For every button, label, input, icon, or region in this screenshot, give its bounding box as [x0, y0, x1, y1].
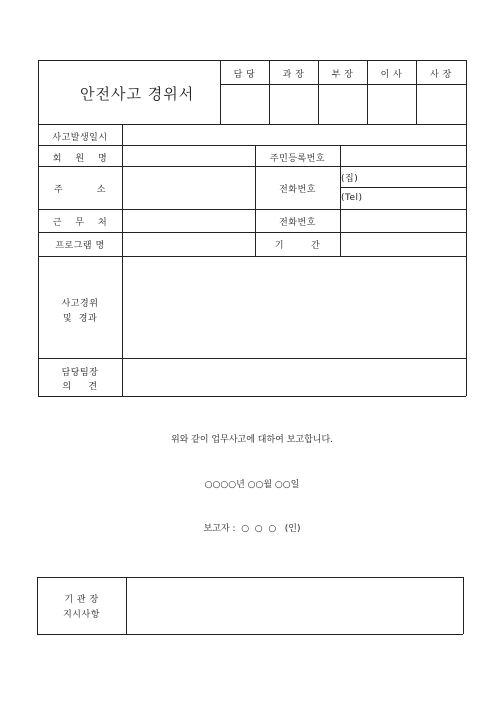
label-resident-id: 주민등록번호 [269, 154, 326, 164]
label-head-line1: 기 관 장 [64, 595, 99, 605]
label-occurred-at: 사고발생일시 [52, 133, 108, 143]
approval-label-president: 사 장 [430, 70, 452, 80]
instruction-left-border [37, 577, 38, 634]
instruction-divider [126, 577, 127, 634]
approval-label-dept-head: 부 장 [331, 70, 354, 80]
label-phone: 전화번호 [279, 185, 316, 195]
label-opinion-line1: 담당팀장 [61, 368, 99, 378]
row-line [38, 124, 466, 125]
instruction-right-border [463, 577, 464, 634]
declaration-date: ○○○○년 ○○월 ○○일 [204, 480, 300, 490]
label-program: 프로그램 명 [55, 241, 105, 251]
phone-split-line [340, 187, 466, 188]
label-phone-tel: (Tel) [341, 193, 363, 203]
form-right-border [466, 60, 467, 396]
row-line [38, 166, 466, 167]
form-bottom-border [38, 396, 466, 397]
approval-label-staff: 담 당 [233, 70, 256, 80]
row-line [38, 256, 466, 257]
row-line [38, 209, 466, 210]
label-period: 기 간 [274, 241, 321, 251]
label-details-line1: 사고경위 [61, 299, 99, 309]
approval-header-line [220, 84, 466, 85]
row-line [38, 232, 466, 233]
declaration-reporter: 보고자 : ○ ○ ○ (인) [203, 524, 301, 534]
label-column-line [122, 124, 123, 396]
approval-label-section-chief: 과 장 [282, 70, 305, 80]
label-workplace: 근 무 처 [52, 218, 108, 228]
label-workplace-phone: 전화번호 [279, 218, 316, 228]
form-title: 안전사고 경위서 [80, 85, 195, 103]
label-details-line2: 및 경과 [62, 314, 98, 324]
label-member-name: 회 원 명 [52, 154, 108, 164]
row-line [38, 145, 466, 146]
declaration-statement: 위와 같이 업무사고에 대하여 보고합니다. [170, 435, 334, 445]
approval-label-director: 이 사 [380, 70, 403, 80]
label-head-line2: 지시사항 [63, 610, 100, 620]
instruction-top-border [37, 577, 463, 578]
form-top-border [38, 60, 466, 61]
label-phone-home: (집) [341, 174, 359, 184]
label-address: 주 소 [54, 185, 106, 195]
instruction-bottom-border [37, 634, 463, 635]
row-line [38, 358, 466, 359]
form-left-border [38, 60, 39, 396]
label-opinion-line2: 의 견 [62, 382, 98, 392]
